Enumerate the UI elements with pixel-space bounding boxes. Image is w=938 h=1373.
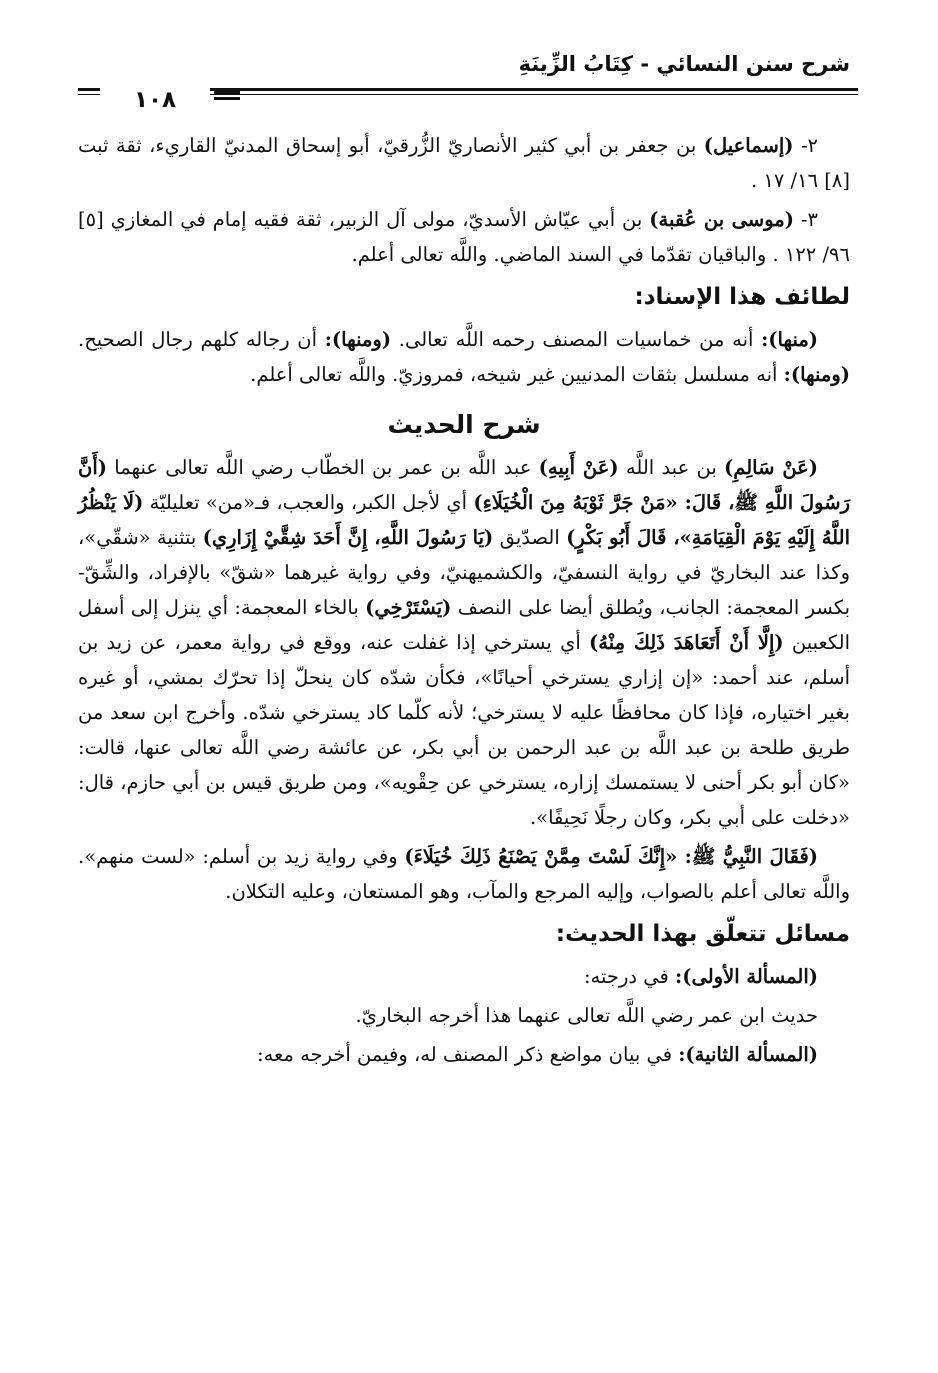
masala-1-body: حديث ابن عمر رضي اللَّه تعالى عنهما هذا أخرجه البخاريّ.	[355, 1004, 818, 1027]
masala-label: (المسألة الأولى):	[675, 965, 818, 988]
narrator-details: بن جعفر بن أبي كثير الأنصاريّ الزُّرقيّ، أبو إسحاق المدنيّ القاريء، ثقة ثبت [٨] ١٦/ ١٧ .	[78, 134, 850, 192]
entry-number: ٣-	[800, 208, 818, 231]
hadith-segment: (يَا رَسُولَ اللَّهِ، إِنَّ أَحَدَ شِقَّيْ إِزَارِي)	[202, 526, 494, 549]
hadith-segment: (أَنَّ رَسُولَ اللَّهِ ﷺ، قَالَ: «مَنْ جَرَّ ثَوْبَهُ مِنَ الْخُيَلَاءِ)	[78, 456, 851, 514]
hadith-segment: (عَنْ سَالِمِ)	[724, 456, 819, 479]
point-marker: (ومنها):	[783, 363, 850, 386]
page-number-ornament	[214, 91, 240, 94]
hadith-segment: (إِلَّا أَنْ أَتَعَاهَدَ ذَلِكَ مِنْهُ)	[589, 631, 784, 654]
commentary: بالخاء المعجمة: أي ينزل إلى أسفل الكعبين	[78, 596, 851, 654]
narrator-details: بن أبي عيّاش الأسديّ، مولى آل الزبير، ثقة فقيه إمام في المغازي [٥] ٩٦/ ١٢٢ . والباقيان تقدّما في السند الماضي. واللَّه تعالى أعلم.	[78, 208, 850, 266]
point-text: أنه مسلسل بثقات المدنيين غير شيخه، فمروزيّ. واللَّه تعالى أعلم.	[250, 363, 778, 386]
commentary: أي لأجل الكبر، والعجب، فـ«من» تعليليّة	[149, 491, 468, 514]
masala-title: في درجته:	[583, 965, 669, 988]
narrator-name: (موسى بن عُقبة)	[649, 208, 794, 231]
hadith-segment: (يَسْتَرْخِي)	[365, 596, 452, 619]
hadith-segment: (فَقَالَ النَّبِيُّ ﷺ: «إِنَّكَ لَسْتَ مِمَّنْ يَصْنَعُ ذَلِكَ خُيَلَاءَ)	[404, 845, 818, 868]
commentary: بن عبد اللَّه	[625, 456, 717, 479]
page-content	[78, 128, 850, 1076]
page-number: ١٠٨	[100, 86, 210, 114]
point-marker: (ومنها):	[324, 328, 392, 351]
lataif-paragraph	[78, 322, 850, 392]
page-number-ornament	[214, 97, 240, 100]
point-marker: (منها):	[761, 328, 819, 351]
lataif-heading: لطائف هذا الإسناد:	[634, 284, 850, 310]
commentary: أي يسترخي إذا غفلت عنه، ووقع في رواية معمر، عن زيد بن أسلم، عند أحمد: «إن إزاري يسترخي أحيانًا»، فكأن شدّه كان ينحلّ إذا تحرّك بمشي، أو غيره بغير اختياره، فإذا كان محافظًا عليه لا يسترخي؛ لأنه كلّما كاد يسترخي شدّه. وأخرج ابن سعد من طريق طلحة بن عبد اللَّه بن عبد الرحمن بن أبي بكر، عن عائشة رضي اللَّه تعالى عنها، قالت: «كان أبو بكر أحنى لا يستمسك إزاره، يسترخي عن حِقْويه»، ومن طريق قيس بن أبي حازم، قال: «دخلت على أبي بكر، وكان رجلًا نَحِيفًا».	[78, 631, 850, 829]
commentary: وفي رواية زيد بن أسلم: «لست منهم». واللَّه تعالى أعلم بالصواب، وإليه المرجع والمآب، وهو المستعان، وعليه التكلان.	[78, 845, 850, 903]
sharh-heading: شرح الحديث	[387, 410, 541, 439]
narrator-entry-2	[78, 128, 850, 198]
sharh-paragraph-1	[78, 450, 850, 835]
hadith-segment: (لَا يَنْظُرُ اللَّهُ إِلَيْهِ يَوْمَ الْقِيَامَةِ»، قَالَ أَبُو بَكْرٍ)	[78, 491, 850, 549]
point-text: أن رجاله كلهم رجال الصحيح.	[78, 328, 318, 351]
narrator-entry-3	[78, 202, 850, 272]
masala-title: في بيان مواضع ذكر المصنف له، وفيمن أخرجه معه:	[257, 1043, 673, 1066]
entry-number: ٢-	[800, 134, 819, 157]
commentary: عبد اللَّه بن عمر بن الخطّاب رضي اللَّه تعالى عنهما	[114, 456, 532, 479]
running-title: شرح سنن النسائي - كِتَابُ الزِّينَةِ	[518, 52, 850, 76]
commentary: بتثنية «شقّي»، وكذا عند البخاريّ في رواية النسفيّ، والكشميهنيّ، وفي رواية غيرهما «شقّ» بالإفراد، والشِّقّ- بكسر المعجمة: الجانب، ويُطلق أيضا على النصف	[78, 526, 851, 619]
commentary: الصدّيق	[499, 526, 560, 549]
masala-label: (المسألة الثانية):	[678, 1043, 818, 1066]
masail-heading: مسائل تتعلّق بهذا الحديث:	[555, 921, 850, 947]
masala-2	[78, 1037, 850, 1072]
point-text: أنه من خماسيات المصنف رحمه اللَّه تعالى.	[398, 328, 754, 351]
narrator-name: (إسماعيل)	[703, 134, 794, 157]
sharh-paragraph-2	[78, 839, 850, 909]
hadith-segment: (عَنْ أَبِيهِ)	[538, 456, 619, 479]
masala-1	[78, 959, 850, 994]
